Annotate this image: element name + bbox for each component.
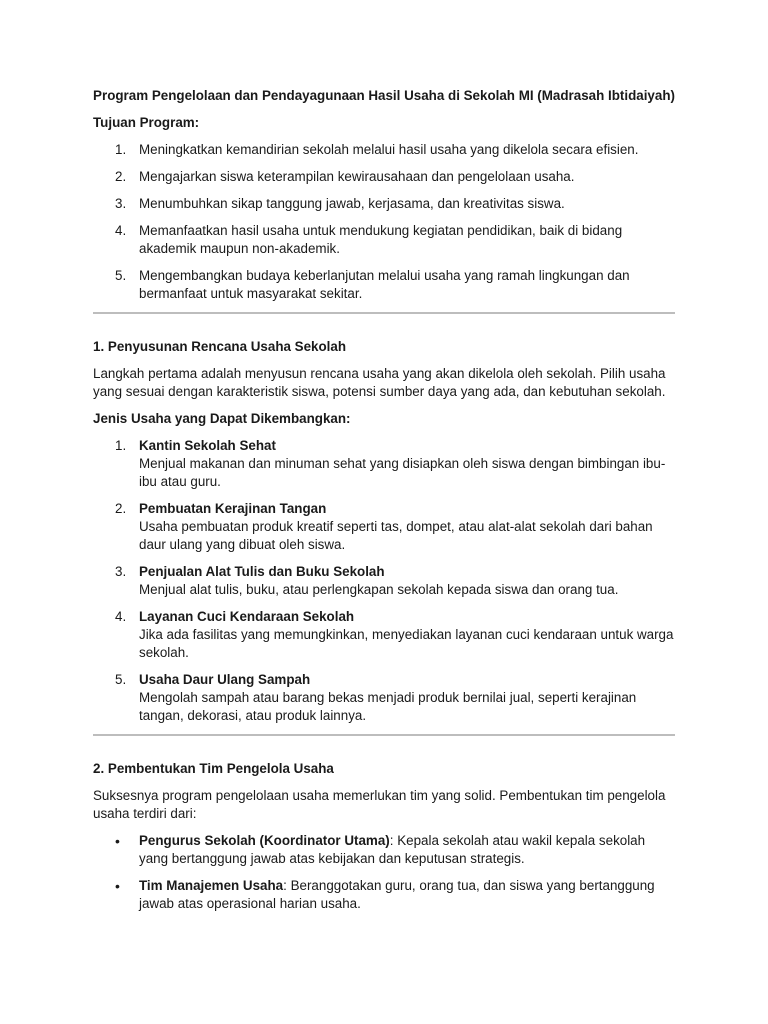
list-item [93,222,675,258]
item-description: Jika ada fasilitas yang memungkinkan, menyediakan layanan cuci kendaraan untuk warga sekolah. [139,627,674,660]
list-item [93,267,675,303]
business-types-list [93,437,675,725]
bullet-icon: • [115,833,120,849]
list-item [93,877,675,913]
item-title: Kantin Sekolah Sehat [139,438,276,453]
section1-heading: 1. Penyusunan Rencana Usaha Sekolah [93,339,347,354]
item-description: Menjual makanan dan minuman sehat yang disiapkan oleh siswa dengan bimbingan ibu-ibu atau guru. [139,456,666,489]
list-item [93,141,675,159]
list-item [93,563,675,599]
item-number: 2. [115,169,127,184]
item-text: Mengajarkan siswa keterampilan kewirausahaan dan pengelolaan usaha. [139,169,575,184]
list-item [93,195,675,213]
section2-intro: Suksesnya program pengelolaan usaha memerlukan tim yang solid. Pembentukan tim pengelola usaha terdiri dari: [93,788,666,821]
list-item [93,671,675,725]
item-description: Menjual alat tulis, buku, atau perlengkapan sekolah kepada siswa dan orang tua. [139,582,619,597]
item-text: Memanfaatkan hasil usaha untuk mendukung kegiatan pendidikan, baik di bidang akademik maupun non-akademik. [139,223,623,256]
item-title: Penjualan Alat Tulis dan Buku Sekolah [139,564,385,579]
section-divider [93,312,675,314]
item-term: Pengurus Sekolah (Koordinator Utama) [139,833,390,848]
document-title: Program Pengelolaan dan Pendayagunaan Hasil Usaha di Sekolah MI (Madrasah Ibtidaiyah) [93,88,675,103]
goals-heading: Tujuan Program: [93,115,200,130]
section1-intro: Langkah pertama adalah menyusun rencana usaha yang akan dikelola oleh sekolah. Pilih usaha yang sesuai dengan karakteristik siswa, potensi sumber daya yang ada, dan kebutuhan sekolah. [93,366,666,399]
item-description: Mengolah sampah atau barang bekas menjadi produk bernilai jual, seperti kerajinan tangan, dekorasi, atau produk lainnya. [139,690,637,723]
item-text: Menumbuhkan sikap tanggung jawab, kerjasama, dan kreativitas siswa. [139,196,565,211]
item-number: 3. [115,196,127,211]
list-item [93,608,675,662]
team-list [93,832,675,913]
section2-heading: 2. Pembentukan Tim Pengelola Usaha [93,761,334,776]
item-number: 5. [115,672,127,687]
item-title: Usaha Daur Ulang Sampah [139,672,311,687]
list-item [93,437,675,491]
item-number: 4. [115,223,127,238]
item-number: 1. [115,438,127,453]
item-description: Usaha pembuatan produk kreatif seperti tas, dompet, atau alat-alat sekolah dari bahan daur ulang yang dibuat oleh siswa. [139,519,653,552]
item-title: Layanan Cuci Kendaraan Sekolah [139,609,355,624]
section-divider [93,734,675,736]
bullet-icon: • [115,878,120,894]
item-text: Meningkatkan kemandirian sekolah melalui hasil usaha yang dikelola secara efisien. [139,142,639,157]
list-item [93,168,675,186]
item-text: Mengembangkan budaya keberlanjutan melalui usaha yang ramah lingkungan dan bermanfaat untuk masyarakat sekitar. [139,268,630,301]
item-number: 3. [115,564,127,579]
item-description: : Kepala sekolah atau wakil kepala sekolah yang bertanggung jawab atas kebijakan dan keputusan strategis. [139,833,646,866]
item-description: : Beranggotakan guru, orang tua, dan siswa yang bertanggung jawab atas operasional harian usaha. [139,878,655,911]
item-term: Tim Manajemen Usaha [139,878,284,893]
item-title: Pembuatan Kerajinan Tangan [139,501,327,516]
item-number: 1. [115,142,127,157]
business-types-heading: Jenis Usaha yang Dapat Dikembangkan: [93,411,351,426]
item-number: 5. [115,268,127,283]
list-item [93,832,675,868]
item-number: 4. [115,609,127,624]
goals-list [93,141,675,303]
item-number: 2. [115,501,127,516]
list-item [93,500,675,554]
